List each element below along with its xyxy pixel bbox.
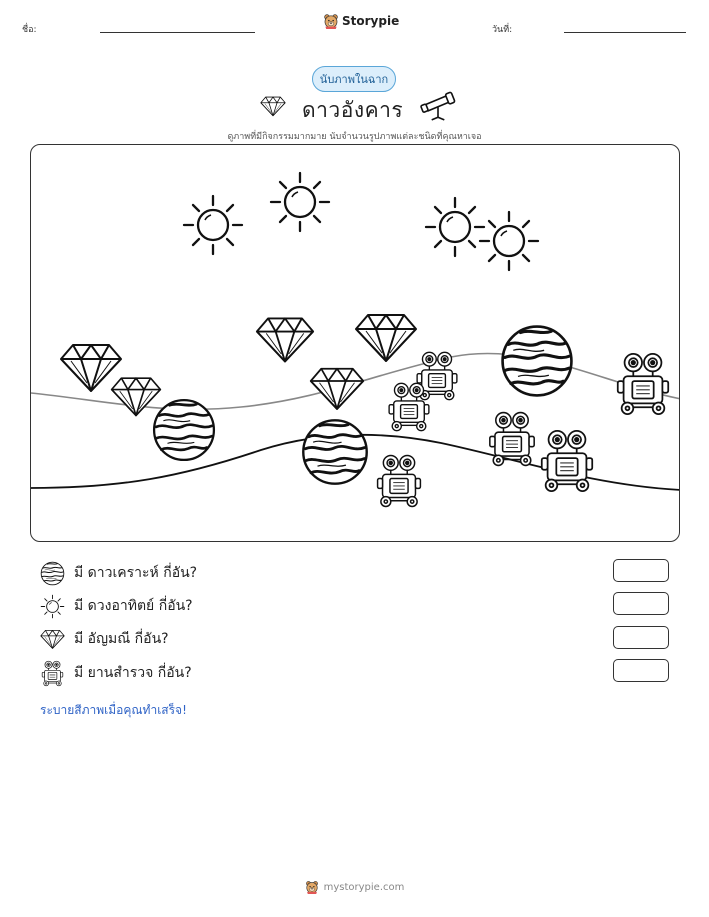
rover-icon [378, 455, 421, 506]
question-gems [40, 626, 169, 652]
date-field-line[interactable] [564, 32, 686, 33]
answer-box-planets[interactable] [613, 559, 669, 582]
activity-badge: นับภาพในฉาก [312, 66, 396, 92]
gem-icon [61, 345, 121, 391]
instructions: ดูภาพที่มีกิจกรรมมากมาย นับจำนวนรูปภาพแต่ละชนิดที่คุณหาเจอ [227, 132, 482, 142]
title-block [260, 92, 460, 126]
coloring-prompt: ระบายสีภาพเมื่อคุณทำเสร็จ! [40, 703, 187, 717]
question-rovers [40, 660, 192, 686]
planet-icon [40, 561, 65, 586]
question-text: มี อัญมณี กี่อัน? [74, 631, 169, 647]
question-text: มี ดวงอาทิตย์ กี่อัน? [74, 598, 193, 614]
question-planets [40, 560, 197, 586]
brand-name: Storypie [342, 14, 400, 28]
storypie-bear-icon [305, 880, 319, 894]
gem-icon [311, 369, 364, 409]
activity-scene [30, 144, 680, 542]
gem-icon [40, 628, 65, 650]
rover-icon [542, 431, 592, 491]
answer-box-suns[interactable] [613, 592, 669, 615]
rover-icon [389, 383, 429, 430]
answer-box-gems[interactable] [613, 626, 669, 649]
answer-box-rovers[interactable] [613, 659, 669, 682]
rover-icon [490, 413, 534, 466]
footer [0, 880, 709, 894]
planet-icon [154, 400, 214, 460]
page-title: ดาวอังคาร [302, 98, 404, 122]
name-field-line[interactable] [100, 32, 255, 33]
sun-icon [480, 212, 538, 270]
brand-logo [323, 13, 399, 29]
sun-icon [426, 198, 484, 256]
gem-icon [112, 378, 161, 415]
name-label: ชื่อ: [22, 25, 37, 35]
sun-icon [271, 173, 329, 231]
question-text: มี ยานสำรวจ กี่อัน? [74, 665, 192, 681]
gem-icon [260, 95, 286, 117]
sun-icon [40, 594, 65, 619]
gem-icon [356, 315, 416, 361]
question-text: มี ดาวเคราะห์ กี่อัน? [74, 565, 198, 581]
telescope-icon [420, 90, 456, 121]
planet-icon [303, 420, 366, 483]
rover-icon [618, 354, 668, 414]
planet-icon [503, 327, 572, 396]
question-suns [40, 593, 193, 619]
footer-site[interactable]: mystorypie.com [323, 881, 405, 893]
date-label: วันที่: [492, 25, 513, 35]
sun-icon [184, 196, 242, 254]
storypie-bear-icon [323, 13, 339, 29]
scene-illustration [31, 145, 680, 542]
rover-icon [40, 660, 65, 687]
gem-icon [257, 318, 313, 361]
